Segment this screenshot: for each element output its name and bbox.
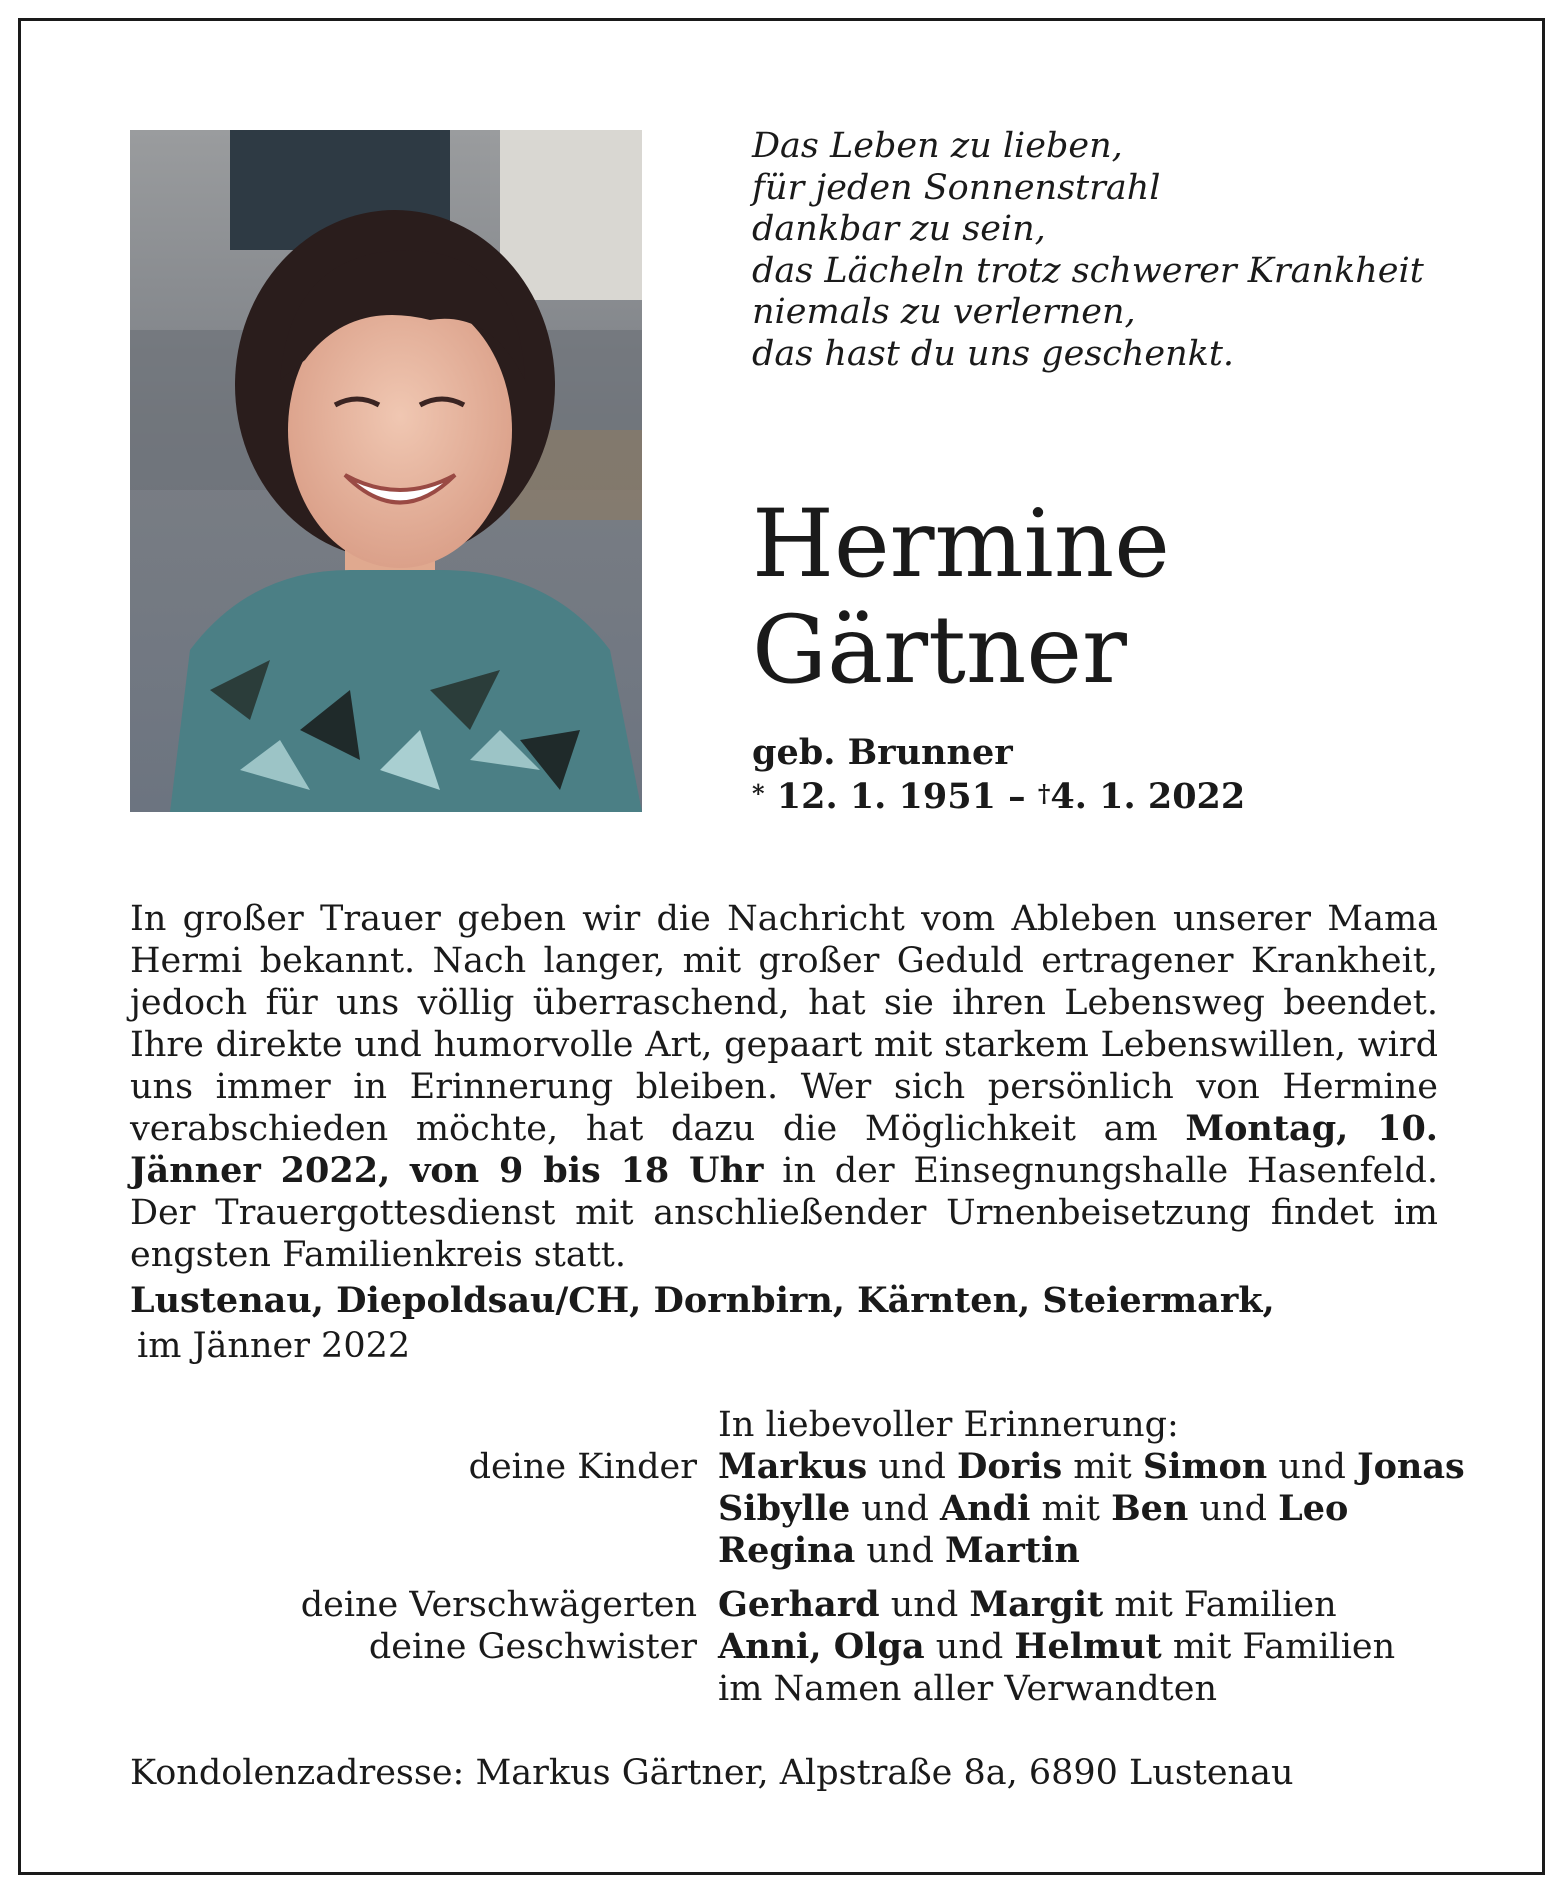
signature-row-relatives [0, 1668, 1567, 1710]
name: Helmut [1014, 1626, 1162, 1667]
first-name: Hermine [752, 490, 1170, 599]
death-date: 4. 1. 2022 [1050, 776, 1246, 817]
poem-line: für jeden Sonnenstrahl [752, 167, 1161, 208]
family-locations: Lustenau, Diepoldsau/CH, Dornbirn, Kärnten, Steiermark, [130, 1280, 1275, 1321]
name: Sibylle [718, 1488, 851, 1529]
farewell-time: Montag, 10. Jänner 2022, von 9 bis 18 Uhr [130, 1108, 1438, 1191]
relatives-line: im Namen aller Verwandten [718, 1669, 1217, 1709]
death-symbol: † [1037, 779, 1051, 808]
poem-line: das hast du uns geschenkt. [752, 333, 1235, 374]
announcement-part-1: In großer Trauer geben wir die Nachricht vom Ableben unserer Mama Hermi bekannt. Nach langer, mit großer Geduld ertragener Krankheit, jedoch für uns völlig überraschend, hat sie ihren Lebensweg beendet. Ihre direkte und humorvolle Art, gepaart mit starkem Lebenswillen, wird uns immer in Erinnerung bleiben. Wer sich persönlich von Hermine verabschieden möchte, hat dazu die Möglichkeit am [130, 899, 1438, 1149]
poem-line: dankbar zu sein, [752, 209, 1046, 249]
connector: mit Familien [1103, 1585, 1337, 1625]
announcement-text [130, 898, 1438, 1276]
connector: mit [1030, 1489, 1112, 1529]
connector: und [855, 1531, 945, 1571]
last-name: Gärtner [752, 596, 1127, 705]
name: Jonas [1357, 1446, 1465, 1487]
signature-row-children-2 [0, 1488, 1567, 1530]
name: Simon [1142, 1446, 1268, 1487]
name: Regina [718, 1530, 856, 1571]
name: Leo [1278, 1488, 1349, 1529]
announcement-part-2: in der Einsegnungshalle Hasenfeld. Der Trauergottesdienst mit anschließender Urnenbeisetzung findet im engsten Familienkreis statt. [130, 1151, 1438, 1275]
children-names [718, 1530, 1080, 1572]
poem-line: niemals zu verlernen, [752, 292, 1136, 332]
connector: und [879, 1585, 970, 1625]
poem-line: das Lächeln trotz schwerer Krankheit [752, 250, 1424, 291]
connector: und [850, 1489, 940, 1529]
signature-row-siblings [0, 1626, 1567, 1668]
deceased-name [752, 492, 1170, 704]
name: Anni, Olga [718, 1626, 925, 1667]
signature-row-children-3 [0, 1530, 1567, 1572]
signature-intro: In liebevoller Erinnerung: [718, 1405, 1179, 1445]
connector: und [924, 1627, 1015, 1667]
children-names [718, 1488, 1348, 1530]
announcement-date: im Jänner 2022 [137, 1326, 411, 1366]
inlaws-names [718, 1584, 1337, 1626]
name: Markus [718, 1446, 868, 1487]
children-names [718, 1446, 1465, 1488]
name: Gerhard [718, 1584, 880, 1625]
name: Doris [957, 1446, 1063, 1487]
date-separator: – [995, 776, 1038, 817]
connector: mit [1062, 1447, 1143, 1487]
connector: und [1267, 1447, 1358, 1487]
siblings-names [718, 1626, 1395, 1668]
signature-row-inlaws [0, 1584, 1567, 1626]
inlaws-label: deine Verschwägerten [300, 1585, 697, 1625]
poem [752, 126, 1472, 375]
connector: mit Familien [1161, 1627, 1396, 1667]
life-dates [752, 776, 1245, 821]
birth-date: 12. 1. 1951 [776, 776, 996, 817]
name: Margit [969, 1584, 1104, 1625]
birth-symbol: * [752, 779, 765, 808]
poem-line: Das Leben zu lieben, [752, 126, 1123, 166]
name: Andi [940, 1488, 1031, 1529]
condolence-address: Kondolenzadresse: Markus Gärtner, Alpstraße 8a, 6890 Lustenau [130, 1753, 1294, 1793]
children-label: deine Kinder [468, 1447, 697, 1487]
connector: und [867, 1447, 958, 1487]
connector: und [1188, 1489, 1279, 1529]
name: Ben [1111, 1488, 1189, 1529]
signature-row-children-1 [0, 1446, 1567, 1488]
siblings-label: deine Geschwister [368, 1627, 697, 1667]
name: Martin [945, 1530, 1080, 1571]
portrait-photo [130, 130, 642, 812]
birth-name: geb. Brunner [752, 732, 1013, 773]
